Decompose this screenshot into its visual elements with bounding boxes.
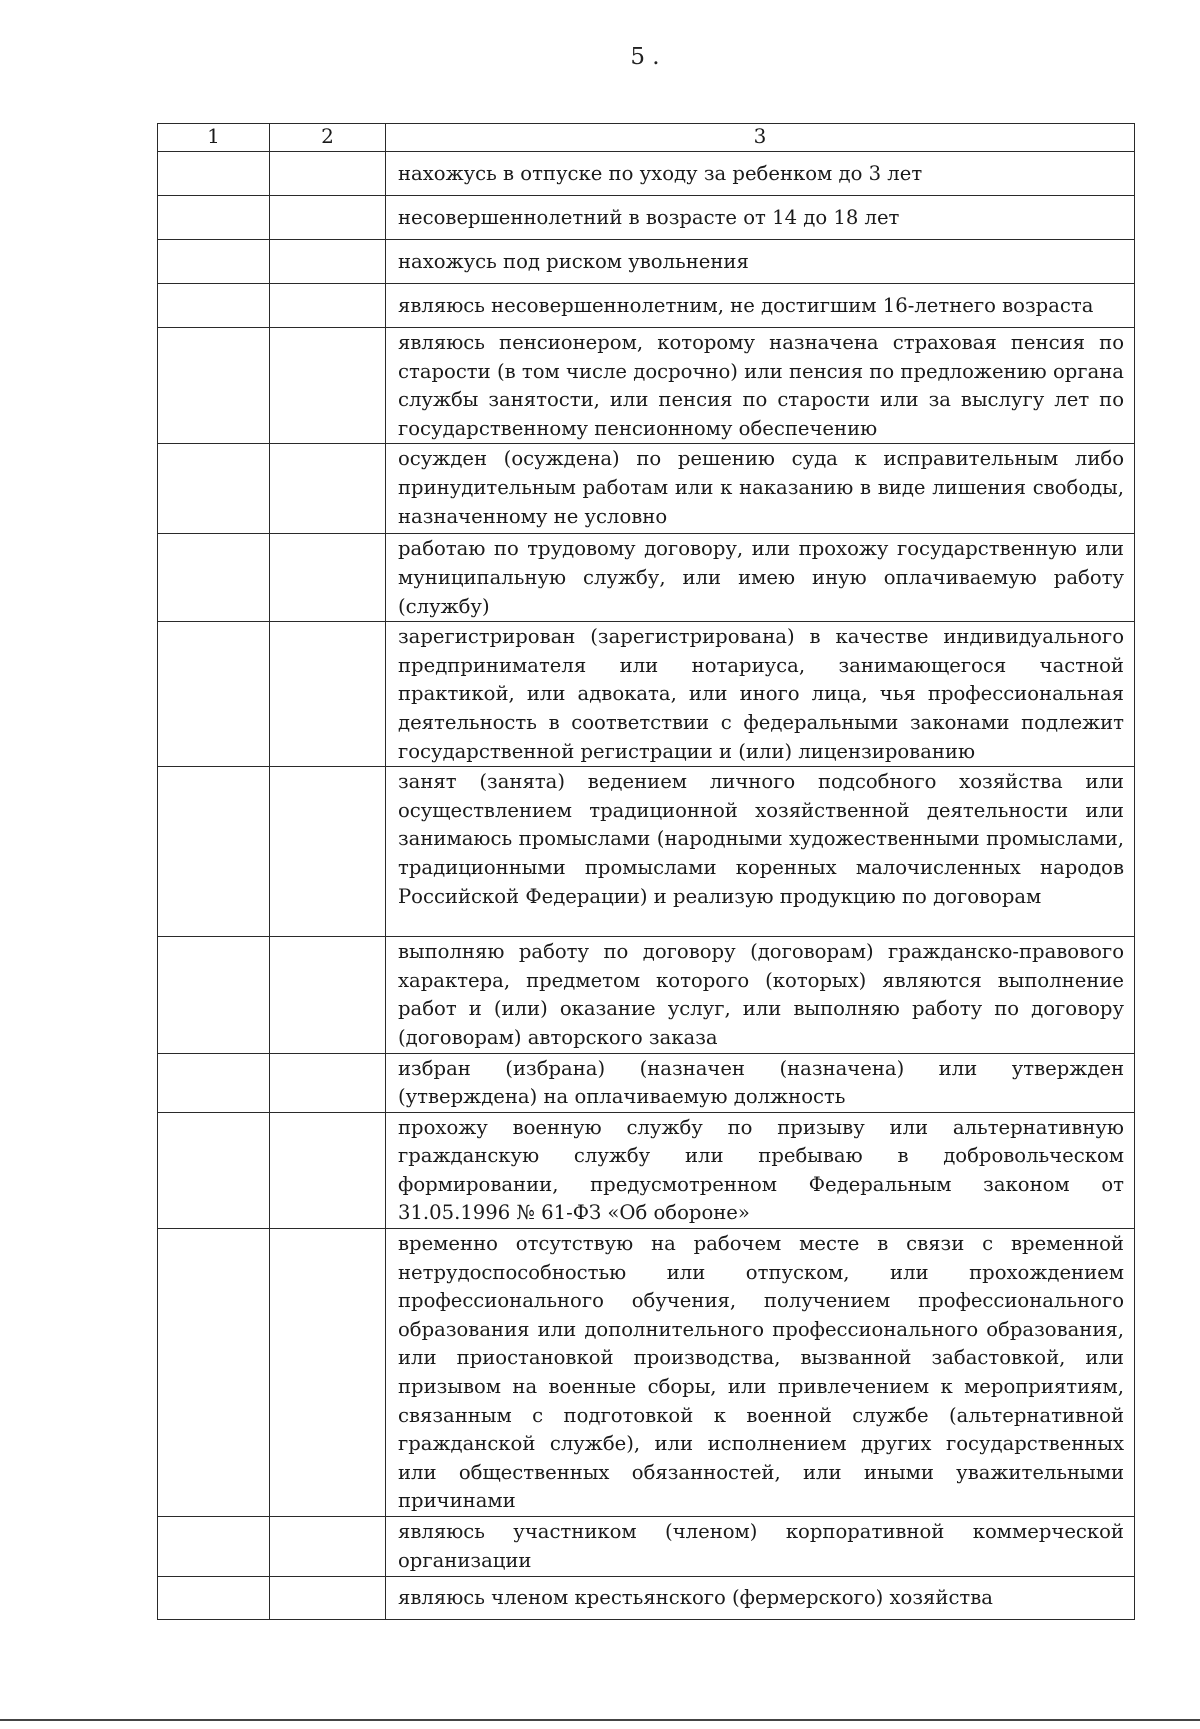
cell-col-1	[158, 444, 270, 534]
table-row	[158, 767, 1135, 937]
cell-col-2	[270, 444, 386, 534]
row-text: нахожусь в отпуске по уходу за ребенком до 3 лет	[386, 152, 1135, 196]
cell-col-1	[158, 1229, 270, 1517]
row-text: зарегистрирован (зарегистрирована) в качестве индивидуального предпринимателя или нотариуса, занимающегося частной практикой, или адвоката, или иного лица, чья профессиональная деятельность в соответствии с федеральными законами подлежит государственной регистрации и (или) лицензированию	[386, 622, 1135, 767]
table-row	[158, 1517, 1135, 1577]
cell-col-2	[270, 534, 386, 622]
cell-col-1	[158, 328, 270, 444]
row-text: являюсь несовершеннолетним, не достигшим 16-летнего возраста	[386, 284, 1135, 328]
cell-col-1	[158, 937, 270, 1053]
cell-col-1	[158, 152, 270, 196]
cell-col-2	[270, 196, 386, 240]
row-text: работаю по трудовому договору, или прохожу государственную или муниципальную службу, или имею иную оплачиваемую работу (службу)	[386, 534, 1135, 622]
table-row	[158, 1053, 1135, 1112]
cell-col-1	[158, 284, 270, 328]
cell-col-2	[270, 1112, 386, 1228]
table-row	[158, 622, 1135, 767]
table-row	[158, 328, 1135, 444]
row-text: являюсь членом крестьянского (фермерского) хозяйства	[386, 1577, 1135, 1620]
status-table	[157, 123, 1135, 1620]
cell-col-2	[270, 937, 386, 1053]
cell-col-2	[270, 1577, 386, 1620]
row-text: прохожу военную службу по призыву или альтернативную гражданскую службу или пребываю в добровольческом формировании, предусмотренном Федеральным законом от 31.05.1996 № 61-ФЗ «Об обороне»	[386, 1112, 1135, 1228]
table-row	[158, 240, 1135, 284]
table-row	[158, 534, 1135, 622]
table-row	[158, 1577, 1135, 1620]
cell-col-1	[158, 1053, 270, 1112]
row-text: являюсь участником (членом) корпоративной коммерческой организации	[386, 1517, 1135, 1577]
table-header-row	[158, 124, 1135, 152]
cell-col-1	[158, 622, 270, 767]
cell-col-1	[158, 767, 270, 937]
row-text: несовершеннолетний в возрасте от 14 до 18 лет	[386, 196, 1135, 240]
cell-col-2	[270, 767, 386, 937]
table-row	[158, 196, 1135, 240]
cell-col-2	[270, 284, 386, 328]
row-text: выполняю работу по договору (договорам) гражданско-правового характера, предметом которого (которых) являются выполнение работ и (или) оказание услуг, или выполняю работу по договору (договорам) авторского заказа	[386, 937, 1135, 1053]
column-header-2: 2	[270, 124, 386, 152]
cell-col-1	[158, 534, 270, 622]
column-header-1: 1	[158, 124, 270, 152]
column-header-3: 3	[386, 124, 1135, 152]
cell-col-2	[270, 328, 386, 444]
row-text: занят (занята) ведением личного подсобного хозяйства или осуществлением традиционной хозяйственной деятельности или занимаюсь промыслами (народными художественными промыслами, традиционными промыслами коренных малочисленных народов Российской Федерации) и реализую продукцию по договорам	[386, 767, 1135, 937]
scan-edge-line	[0, 1719, 1200, 1721]
table-row	[158, 1112, 1135, 1228]
cell-col-2	[270, 152, 386, 196]
cell-col-2	[270, 1517, 386, 1577]
table-row	[158, 444, 1135, 534]
cell-col-1	[158, 1577, 270, 1620]
cell-col-2	[270, 240, 386, 284]
page-number: 5 .	[630, 44, 660, 70]
cell-col-1	[158, 1517, 270, 1577]
cell-col-2	[270, 1229, 386, 1517]
cell-col-2	[270, 622, 386, 767]
table-row	[158, 284, 1135, 328]
row-text: нахожусь под риском увольнения	[386, 240, 1135, 284]
row-text: временно отсутствую на рабочем месте в связи с временной нетрудоспособностью или отпуском, или прохождением профессионального обучения, получением профессионального образования или дополнительного профессионального образования, или приостановкой производства, вызванной забастовкой, или призывом на военные сборы, или привлечением к мероприятиям, связанным с подготовкой к военной службе (альтернативной гражданской службе), или исполнением других государственных или общественных обязанностей, или иными уважительными причинами	[386, 1229, 1135, 1517]
row-text: избран (избрана) (назначен (назначена) или утвержден (утверждена) на оплачиваемую должность	[386, 1053, 1135, 1112]
table-row	[158, 1229, 1135, 1517]
cell-col-2	[270, 1053, 386, 1112]
row-text: осужден (осуждена) по решению суда к исправительным либо принудительным работам или к наказанию в виде лишения свободы, назначенному не условно	[386, 444, 1135, 534]
table-row	[158, 152, 1135, 196]
row-text: являюсь пенсионером, которому назначена страховая пенсия по старости (в том числе досрочно) или пенсия по предложению органа службы занятости, или пенсия по старости или за выслугу лет по государственному пенсионному обеспечению	[386, 328, 1135, 444]
cell-col-1	[158, 240, 270, 284]
cell-col-1	[158, 1112, 270, 1228]
table-row	[158, 937, 1135, 1053]
cell-col-1	[158, 196, 270, 240]
